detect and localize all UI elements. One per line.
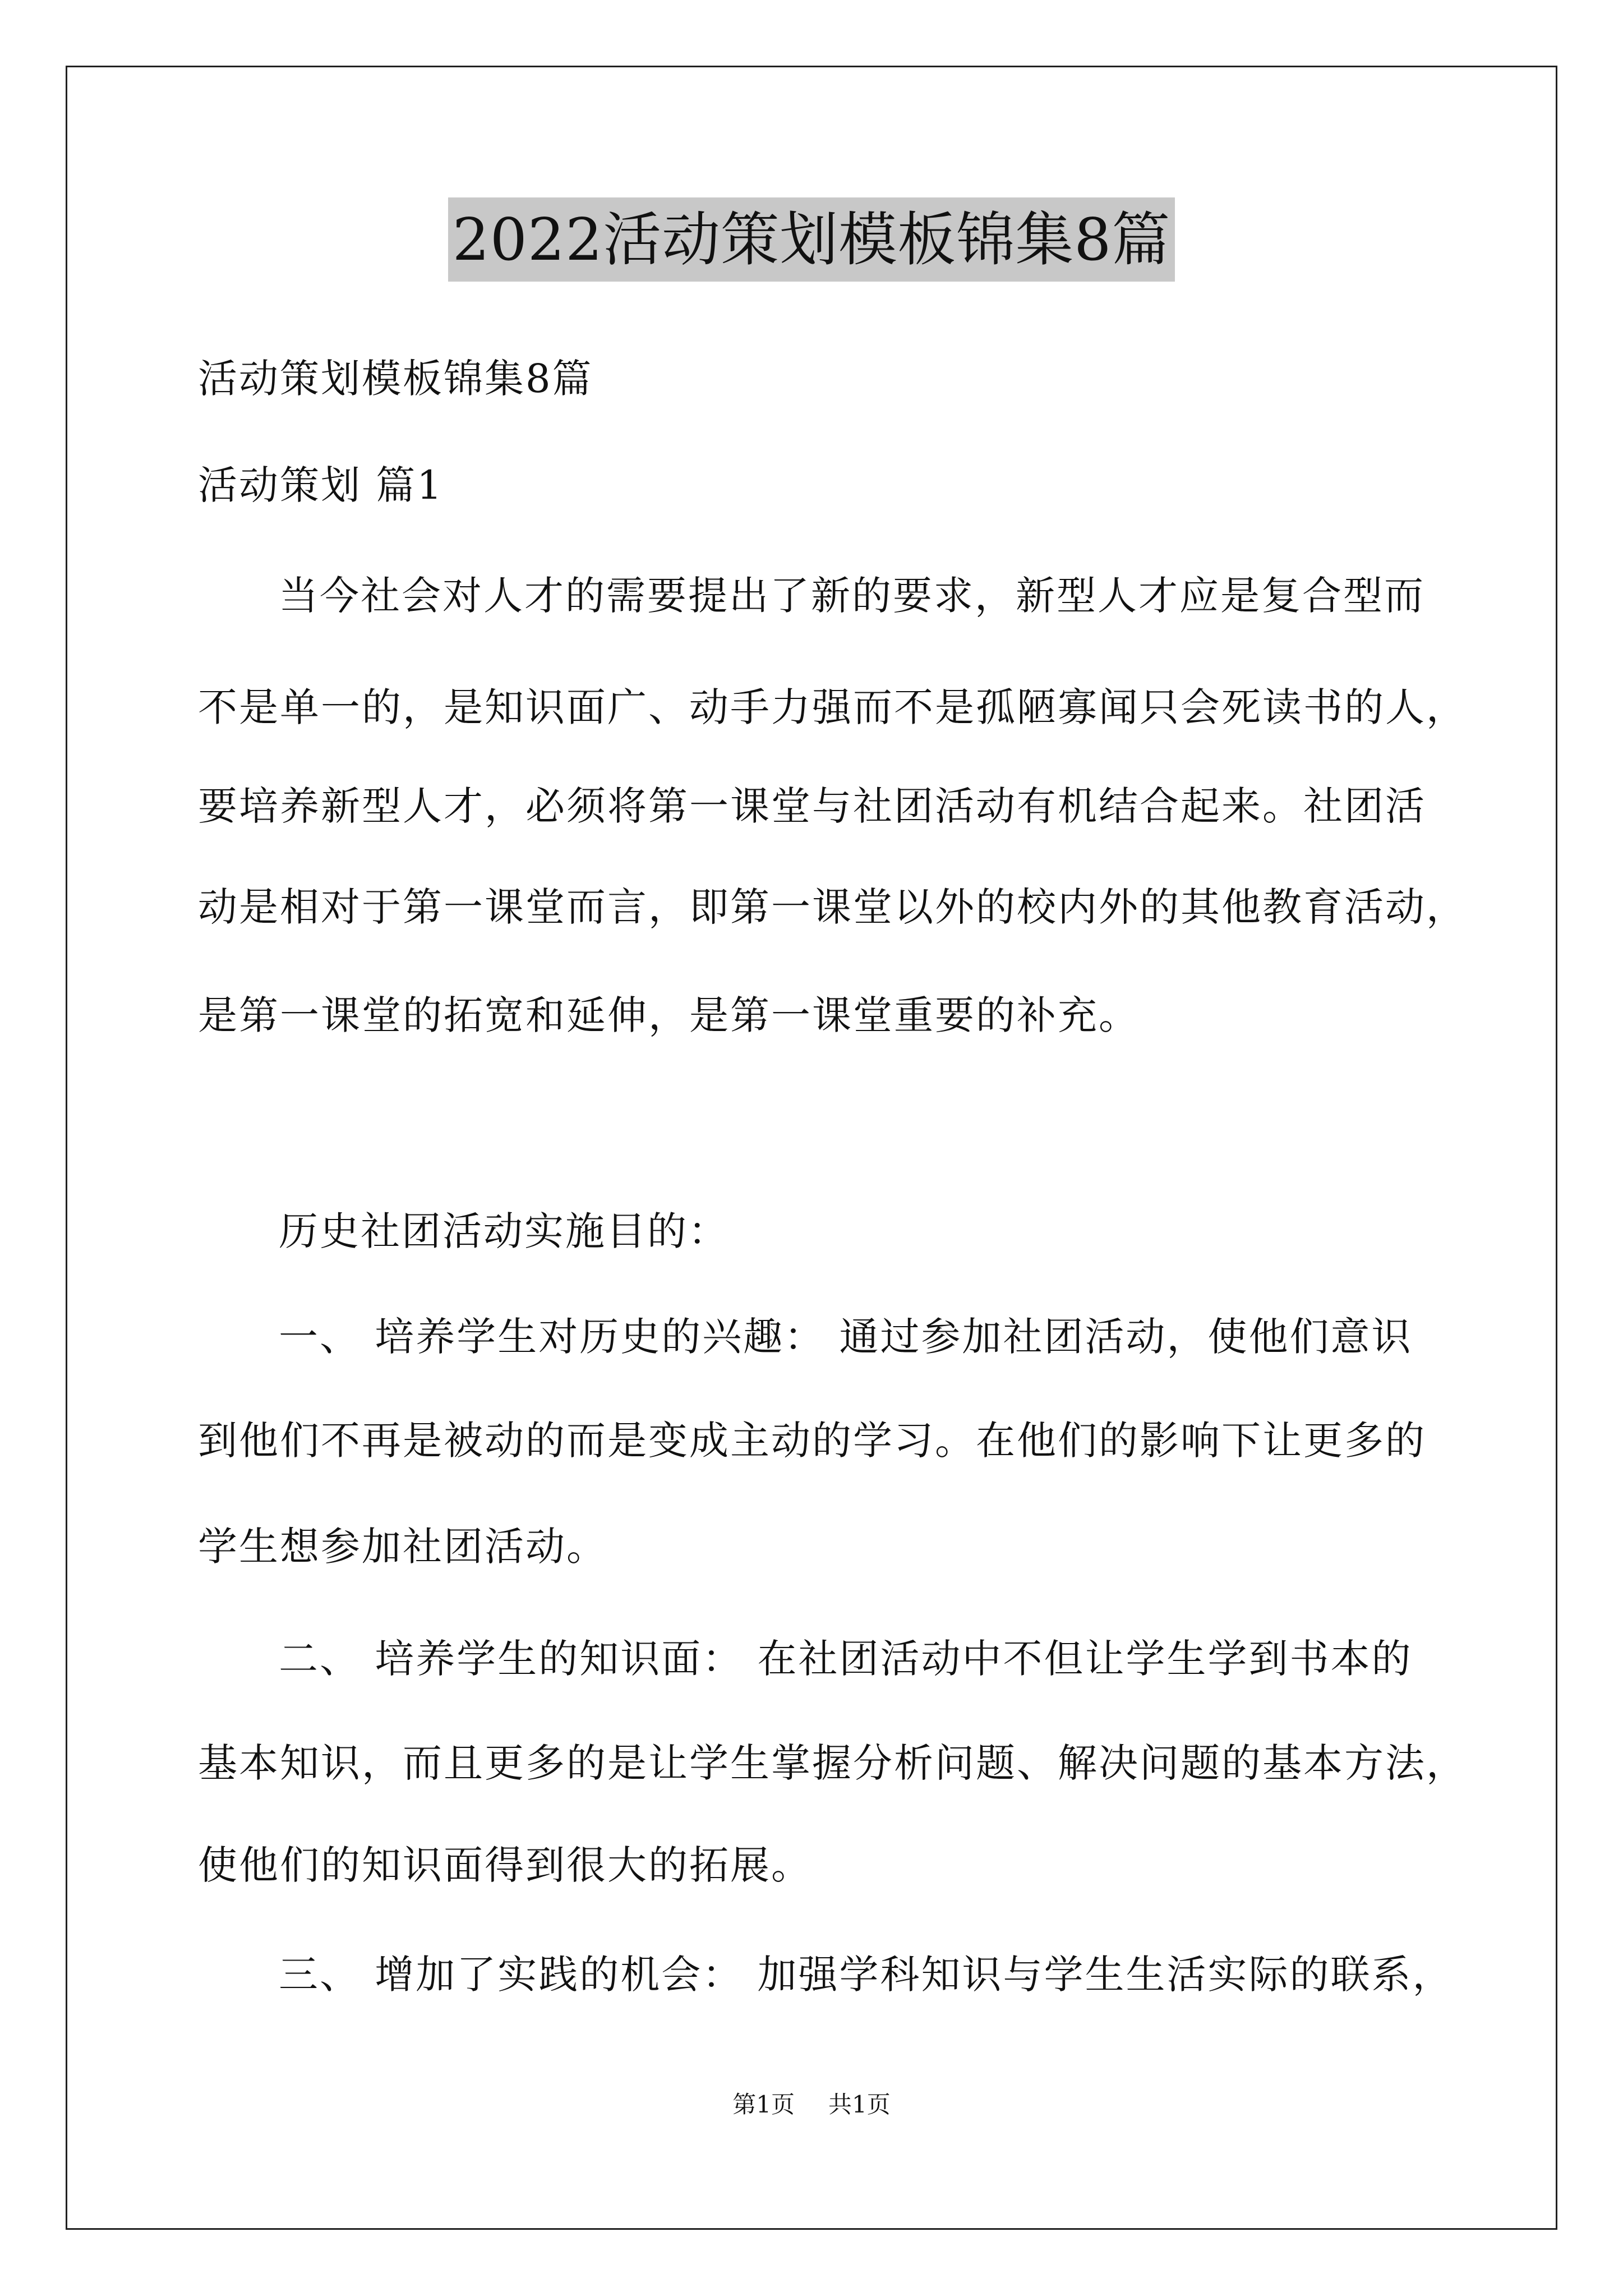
purpose-heading: 历史社团活动实施目的： [279,1208,729,1254]
document-subtitle: 活动策划模板锦集8篇 [198,356,593,402]
page-total: 共1页 [828,2091,891,2118]
paragraph-line: 当今社会对人才的需要提出了新的要求，新型人才应是复合型而 [279,573,1425,619]
paragraph-line: 要培养新型人才，必须将第一课堂与社团活动有机结合起来。社团活 [198,783,1426,829]
item-line: 使他们的知识面得到很大的拓展。 [198,1842,812,1888]
paragraph-line: 不是单一的，是知识面广、动手力强而不是孤陋寡闻只会死读书的人， [198,684,1467,730]
paragraph-line: 动是相对于第一课堂而言，即第一课堂以外的校内外的其他教育活动， [198,884,1467,930]
section-heading: 活动策划 篇1 [198,462,444,508]
item-line: 学生想参加社团活动。 [198,1524,607,1570]
page-footer [0,2088,1623,2122]
page-number: 第1页 [732,2091,795,2118]
item-line: 二、 培养学生的知识面： 在社团活动中不但让学生学到书本的 [279,1636,1413,1682]
item-line: 基本知识，而且更多的是让学生掌握分析问题、解决问题的基本方法， [198,1740,1467,1786]
item-line: 三、 增加了实践的机会： 加强学科知识与学生生活实际的联系， [279,1952,1454,1998]
item-line: 一、 培养学生对历史的兴趣： 通过参加社团活动，使他们意识 [279,1314,1413,1360]
item-line: 到他们不再是被动的而是变成主动的学习。在他们的影响下让更多的 [198,1418,1426,1464]
paragraph-line: 是第一课堂的拓宽和延伸，是第一课堂重要的补充。 [198,992,1140,1038]
title-area [0,197,1623,282]
document-title: 2022活动策划模板锦集8篇 [448,197,1175,282]
